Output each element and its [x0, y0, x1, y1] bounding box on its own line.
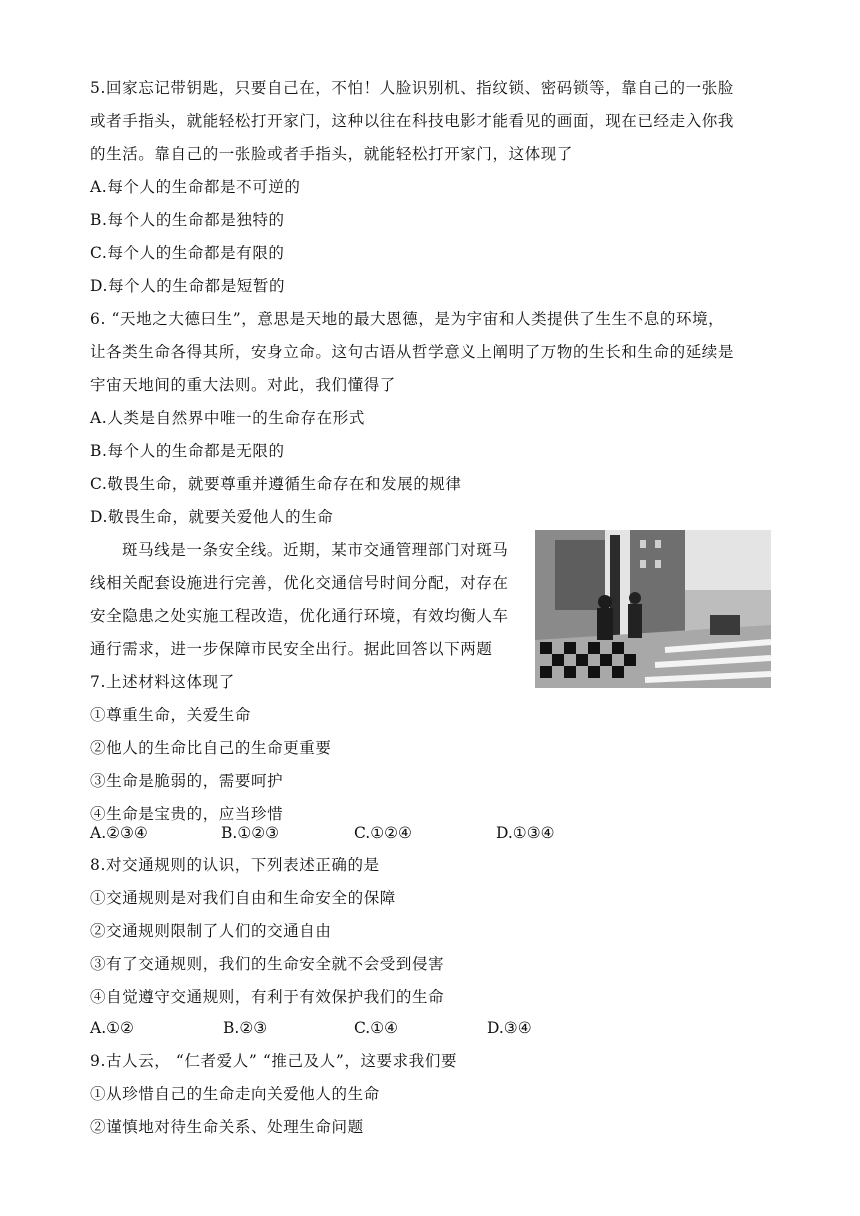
- q7-choice-b: B.①②③: [221, 824, 280, 842]
- material-line-4: 通行需求，进一步保障市民安全出行。据此回答以下两题: [90, 640, 493, 658]
- q8-item-4: ④自觉遵守交通规则，有利于有效保护我们的生命: [90, 988, 445, 1006]
- q8-choice-d: D.③④: [487, 1019, 532, 1037]
- q8-choice-a: A.①②: [90, 1019, 134, 1037]
- crosswalk-photo: [535, 530, 771, 688]
- q6-stem-line-3: 宇宙天地间的重大法则。对此，我们懂得了: [90, 376, 396, 394]
- q6-stem-line-2: 让各类生命各得其所，安身立命。这句古语从哲学意义上阐明了万物的生长和生命的延续是: [90, 343, 735, 361]
- q9-stem: 9.古人云， “仁者爱人” “推己及人”，这要求我们要: [90, 1052, 458, 1070]
- q5-option-c: C.每个人的生命都是有限的: [90, 244, 285, 262]
- q5-stem-line-1: 5.回家忘记带钥匙，只要自己在，不怕！人脸识别机、指纹锁、密码锁等，靠自己的一张脸: [90, 79, 734, 97]
- q6-option-a: A.人类是自然界中唯一的生命存在形式: [90, 409, 365, 427]
- q8-item-1: ①交通规则是对我们自由和生命安全的保障: [90, 889, 396, 907]
- material-line-3: 安全隐患之处实施工程改造，优化通行环境，有效均衡人车: [90, 607, 509, 625]
- q6-stem-line-1: 6. “天地之大德曰生”，意思是天地的最大恩德，是为宇宙和人类提供了生生不息的环境，: [90, 310, 725, 328]
- q7-item-4: ④生命是宝贵的，应当珍惜: [90, 805, 284, 823]
- q5-option-b: B.每个人的生命都是独特的: [90, 211, 285, 229]
- q7-choice-a: A.②③④: [90, 824, 148, 842]
- q7-choice-c: C.①②④: [354, 824, 412, 842]
- q5-option-a: A.每个人的生命都是不可逆的: [90, 178, 301, 196]
- q8-stem: 8.对交通规则的认识，下列表述正确的是: [90, 856, 380, 874]
- q5-stem-line-2: 或者手指头，就能轻松打开家门，这种以往在科技电影才能看见的画面，现在已经走入你我: [90, 112, 735, 130]
- q9-item-1: ①从珍惜自己的生命走向关爱他人的生命: [90, 1085, 380, 1103]
- q7-item-2: ②他人的生命比自己的生命更重要: [90, 739, 332, 757]
- q7-stem: 7.上述材料这体现了: [90, 673, 235, 691]
- q8-item-2: ②交通规则限制了人们的交通自由: [90, 922, 332, 940]
- q7-item-3: ③生命是脆弱的，需要呵护: [90, 772, 284, 790]
- q5-stem-line-3: 的生活。靠自己的一张脸或者手指头，就能轻松打开家门，这体现了: [90, 145, 574, 163]
- q7-choice-d: D.①③④: [496, 824, 555, 842]
- q6-option-b: B.每个人的生命都是无限的: [90, 442, 285, 460]
- q7-item-1: ①尊重生命，关爱生命: [90, 706, 252, 724]
- q8-choice-b: B.②③: [223, 1019, 268, 1037]
- q9-item-2: ②谨慎地对待生命关系、处理生命问题: [90, 1118, 364, 1136]
- q8-choice-c: C.①④: [354, 1019, 399, 1037]
- q6-option-c: C.敬畏生命，就要尊重并遵循生命存在和发展的规律: [90, 475, 462, 493]
- material-line-1: 斑马线是一条安全线。近期，某市交通管理部门对斑马: [122, 541, 509, 559]
- q5-option-d: D.每个人的生命都是短暂的: [90, 277, 286, 295]
- material-line-2: 线相关配套设施进行完善，优化交通信号时间分配，对存在: [90, 574, 509, 592]
- q6-option-d: D.敬畏生命，就要关爱他人的生命: [90, 508, 334, 526]
- q8-item-3: ③有了交通规则，我们的生命安全就不会受到侵害: [90, 955, 445, 973]
